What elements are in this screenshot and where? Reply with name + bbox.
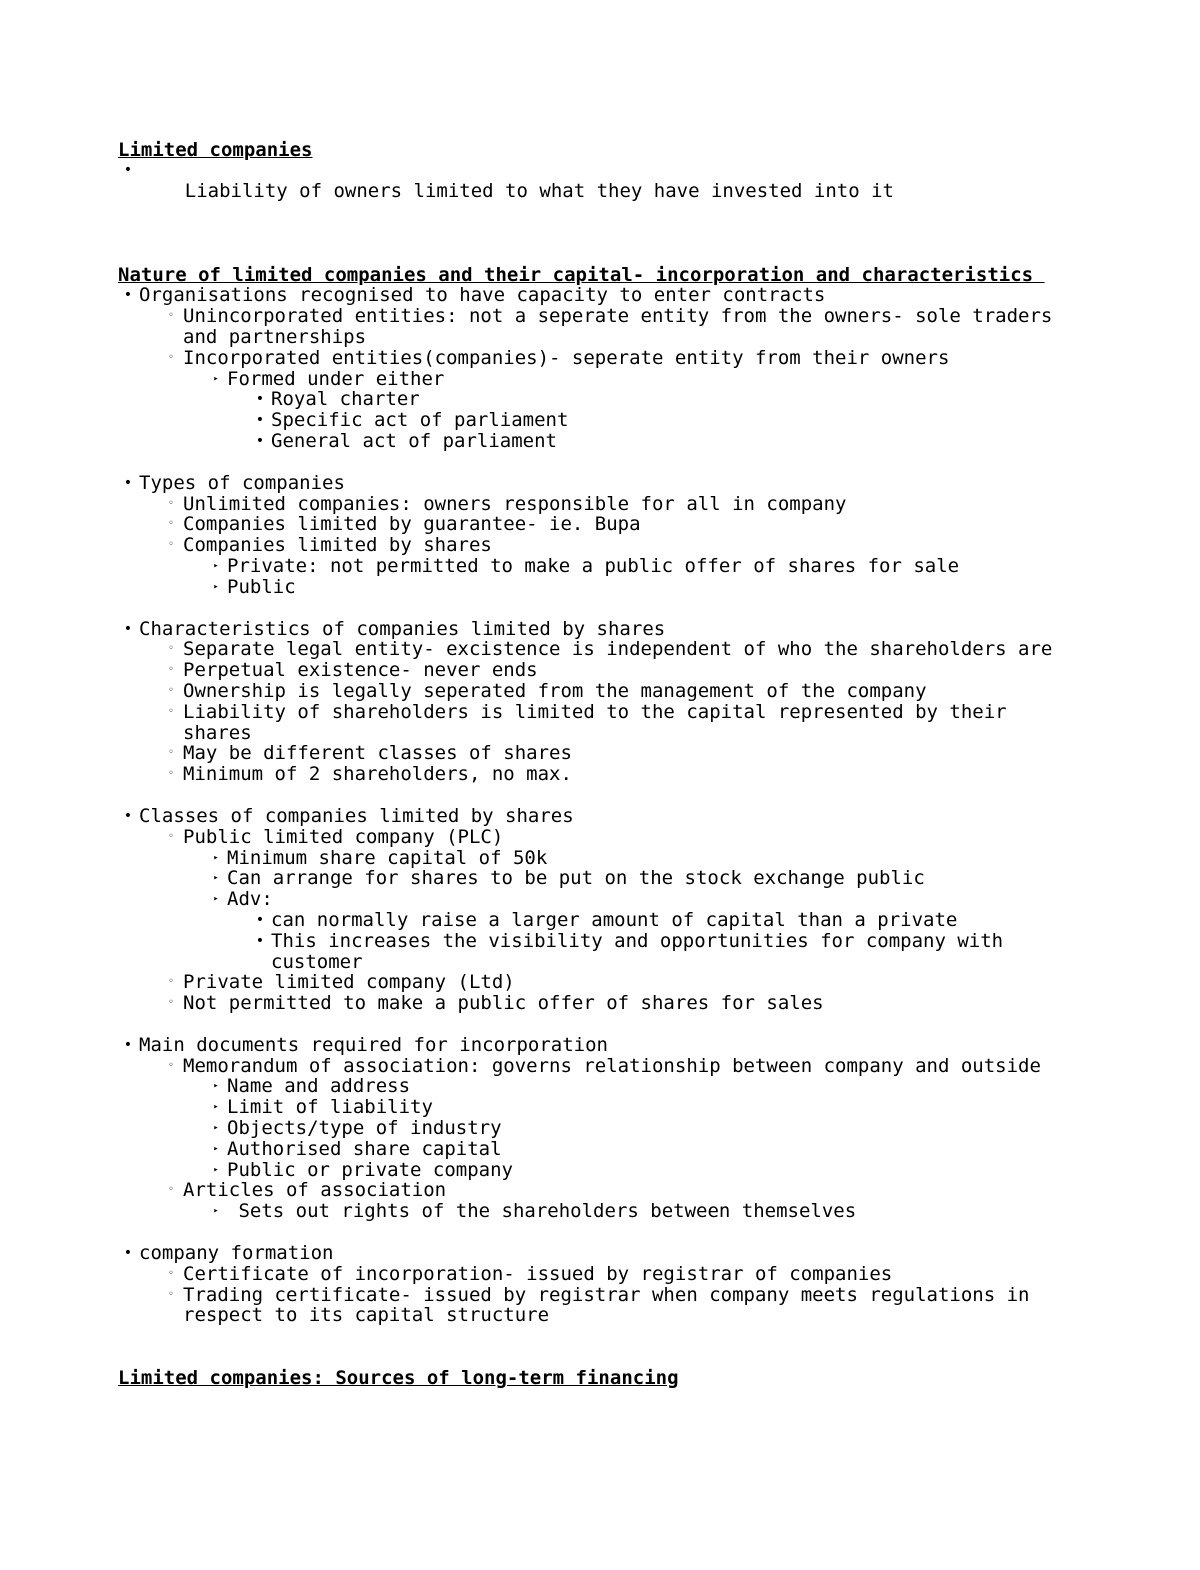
bullet-icon: ▸ xyxy=(213,1081,219,1092)
bullet-icon: • xyxy=(123,807,133,824)
list-item: ◦ Unlimited companies: owners responsible for all in company xyxy=(183,494,1078,515)
bullet-icon: • xyxy=(255,391,265,408)
list-item: ◦ Ownership is legally seperated from the management of the company xyxy=(183,681,1078,702)
bullet-icon: • xyxy=(123,1245,133,1262)
bullet-icon: ▸ xyxy=(213,1102,219,1113)
bullet-icon: • xyxy=(255,911,265,928)
bullet-icon: ◦ xyxy=(167,1267,175,1279)
bullet-icon: • xyxy=(123,620,133,637)
list-item: ▸ Can arrange for shares to be put on the stock exchange public xyxy=(227,868,1078,889)
bullet-icon: ▸ xyxy=(213,1164,219,1175)
bullet-icon: ▸ xyxy=(213,373,219,384)
list-item: • Classes of companies limited by shares xyxy=(139,806,1078,827)
document-page xyxy=(118,140,1078,1388)
bullet-icon: • xyxy=(255,932,265,949)
bullet-icon: • xyxy=(123,1036,133,1053)
bullet-icon: ◦ xyxy=(167,310,175,322)
list-item: ◦ Private limited company (Ltd) xyxy=(183,972,1078,993)
bullet-icon: ▸ xyxy=(213,852,219,863)
section-heading-nature: Nature of limited companies and their capital- incorporation and characteristics xyxy=(118,264,1045,287)
bullet-icon: ◦ xyxy=(167,684,175,696)
bullet-icon: ▸ xyxy=(213,873,219,884)
section-heading-financing: Limited companies: Sources of long-term financing xyxy=(118,1367,679,1390)
bullet-icon: ◦ xyxy=(167,351,175,363)
list-item: ▸ Objects/type of industry xyxy=(227,1118,1078,1139)
list-item: • Characteristics of companies limited by shares xyxy=(139,619,1078,640)
bullet-icon: ▸ xyxy=(213,1123,219,1134)
list-item: ◦ Companies limited by guarantee- ie. Bupa xyxy=(183,514,1078,535)
bullet-icon: • xyxy=(255,432,265,449)
list-item: ▸ Public or private company xyxy=(227,1160,1078,1181)
bullet-icon: ◦ xyxy=(167,1288,175,1300)
list-item: ◦ Certificate of incorporation- issued by registrar of companies xyxy=(183,1264,1078,1285)
list-item: ▸ Public xyxy=(227,577,1078,598)
list-item: ◦ Minimum of 2 shareholders, no max. xyxy=(183,764,1078,785)
list-item: ▸ Minimum share capital of 50k xyxy=(227,848,1078,869)
bullet-icon: ◦ xyxy=(167,997,175,1009)
bullet-icon: ◦ xyxy=(167,539,175,551)
bullet-icon: • xyxy=(255,412,265,429)
bullet-icon: ▸ xyxy=(213,581,219,592)
list-item: • General act of parliament xyxy=(271,431,1078,452)
bullet-icon: ◦ xyxy=(167,747,175,759)
bullet-icon: ◦ xyxy=(167,518,175,530)
bullet-icon: ▸ xyxy=(213,1206,219,1217)
bullet-icon: ▸ xyxy=(213,1143,219,1154)
list-item: ▸ Sets out rights of the shareholders between themselves xyxy=(227,1201,1078,1222)
bullet-icon: ◦ xyxy=(167,643,175,655)
list-item: • Liability of owners limited to what they have invested into it xyxy=(139,160,1078,222)
list-item: • can normally raise a larger amount of capital than a private xyxy=(271,910,1078,931)
bullet-icon: • xyxy=(123,474,133,491)
section-heading-limited-companies: Limited companies xyxy=(118,139,313,161)
list-group-documents xyxy=(118,1035,1078,1222)
list-item: ▸ Name and address xyxy=(227,1076,1078,1097)
bullet-icon: ▸ xyxy=(213,894,219,905)
list-item: • Royal charter xyxy=(271,389,1078,410)
list-item: • Specific act of parliament xyxy=(271,410,1078,431)
list-group-organisations xyxy=(118,285,1078,451)
list-item: • Organisations recognised to have capacity to enter contracts xyxy=(139,285,1078,306)
bullet-icon: ◦ xyxy=(167,830,175,842)
list-item: ◦ Liability of shareholders is limited to the capital represented by their shares xyxy=(183,702,1078,744)
list-item: ◦ Perpetual existence- never ends xyxy=(183,660,1078,681)
list-item: ◦ Incorporated entities(companies)- seperate entity from their owners xyxy=(183,348,1078,369)
list-group-characteristics xyxy=(118,619,1078,785)
bullet-icon: ◦ xyxy=(167,705,175,717)
bullet-icon: ▸ xyxy=(213,560,219,571)
bullet-icon: ◦ xyxy=(167,497,175,509)
list-item: ◦ Public limited company (PLC) xyxy=(183,827,1078,848)
list-item: ◦ Unincorporated entities: not a seperate entity from the owners- sole traders and partnerships xyxy=(183,306,1078,348)
bullet-icon: ◦ xyxy=(167,976,175,988)
list-item: ◦ Not permitted to make a public offer of shares for sales xyxy=(183,993,1078,1014)
list-item: • Main documents required for incorporation xyxy=(139,1035,1078,1056)
list-item: ◦ Trading certificate- issued by registrar when company meets regulations in respect to its capital structure xyxy=(183,1285,1078,1327)
list-group-classes xyxy=(118,806,1078,1014)
list-item: ◦ May be different classes of shares xyxy=(183,743,1078,764)
list-item: ▸ Private: not permitted to make a public offer of shares for sale xyxy=(227,556,1078,577)
list-item: ◦ Memorandum of association: governs relationship between company and outside xyxy=(183,1056,1078,1077)
bullet-icon: ◦ xyxy=(167,664,175,676)
list-item: ◦ Separate legal entity- excistence is independent of who the shareholders are xyxy=(183,639,1078,660)
bullet-icon: • xyxy=(123,162,133,178)
list-item: ◦ Companies limited by shares xyxy=(183,535,1078,556)
list-item: • This increases the visibility and opportunities for company with customer xyxy=(271,931,1078,973)
bullet-icon: ◦ xyxy=(167,1184,175,1196)
list-item: ▸ Authorised share capital xyxy=(227,1139,1078,1160)
bullet-icon: ◦ xyxy=(167,768,175,780)
list-item: ◦ Articles of association xyxy=(183,1180,1078,1201)
bullet-icon: ◦ xyxy=(167,1059,175,1071)
list-item: • company formation xyxy=(139,1243,1078,1264)
list-item: ▸ Adv: xyxy=(227,889,1078,910)
list-item: ▸ Formed under either xyxy=(227,369,1078,390)
list-group-types xyxy=(118,473,1078,598)
list-item: ▸ Limit of liability xyxy=(227,1097,1078,1118)
list-group-formation xyxy=(118,1243,1078,1326)
list-item: • Types of companies xyxy=(139,473,1078,494)
bullet-icon: • xyxy=(123,287,133,304)
